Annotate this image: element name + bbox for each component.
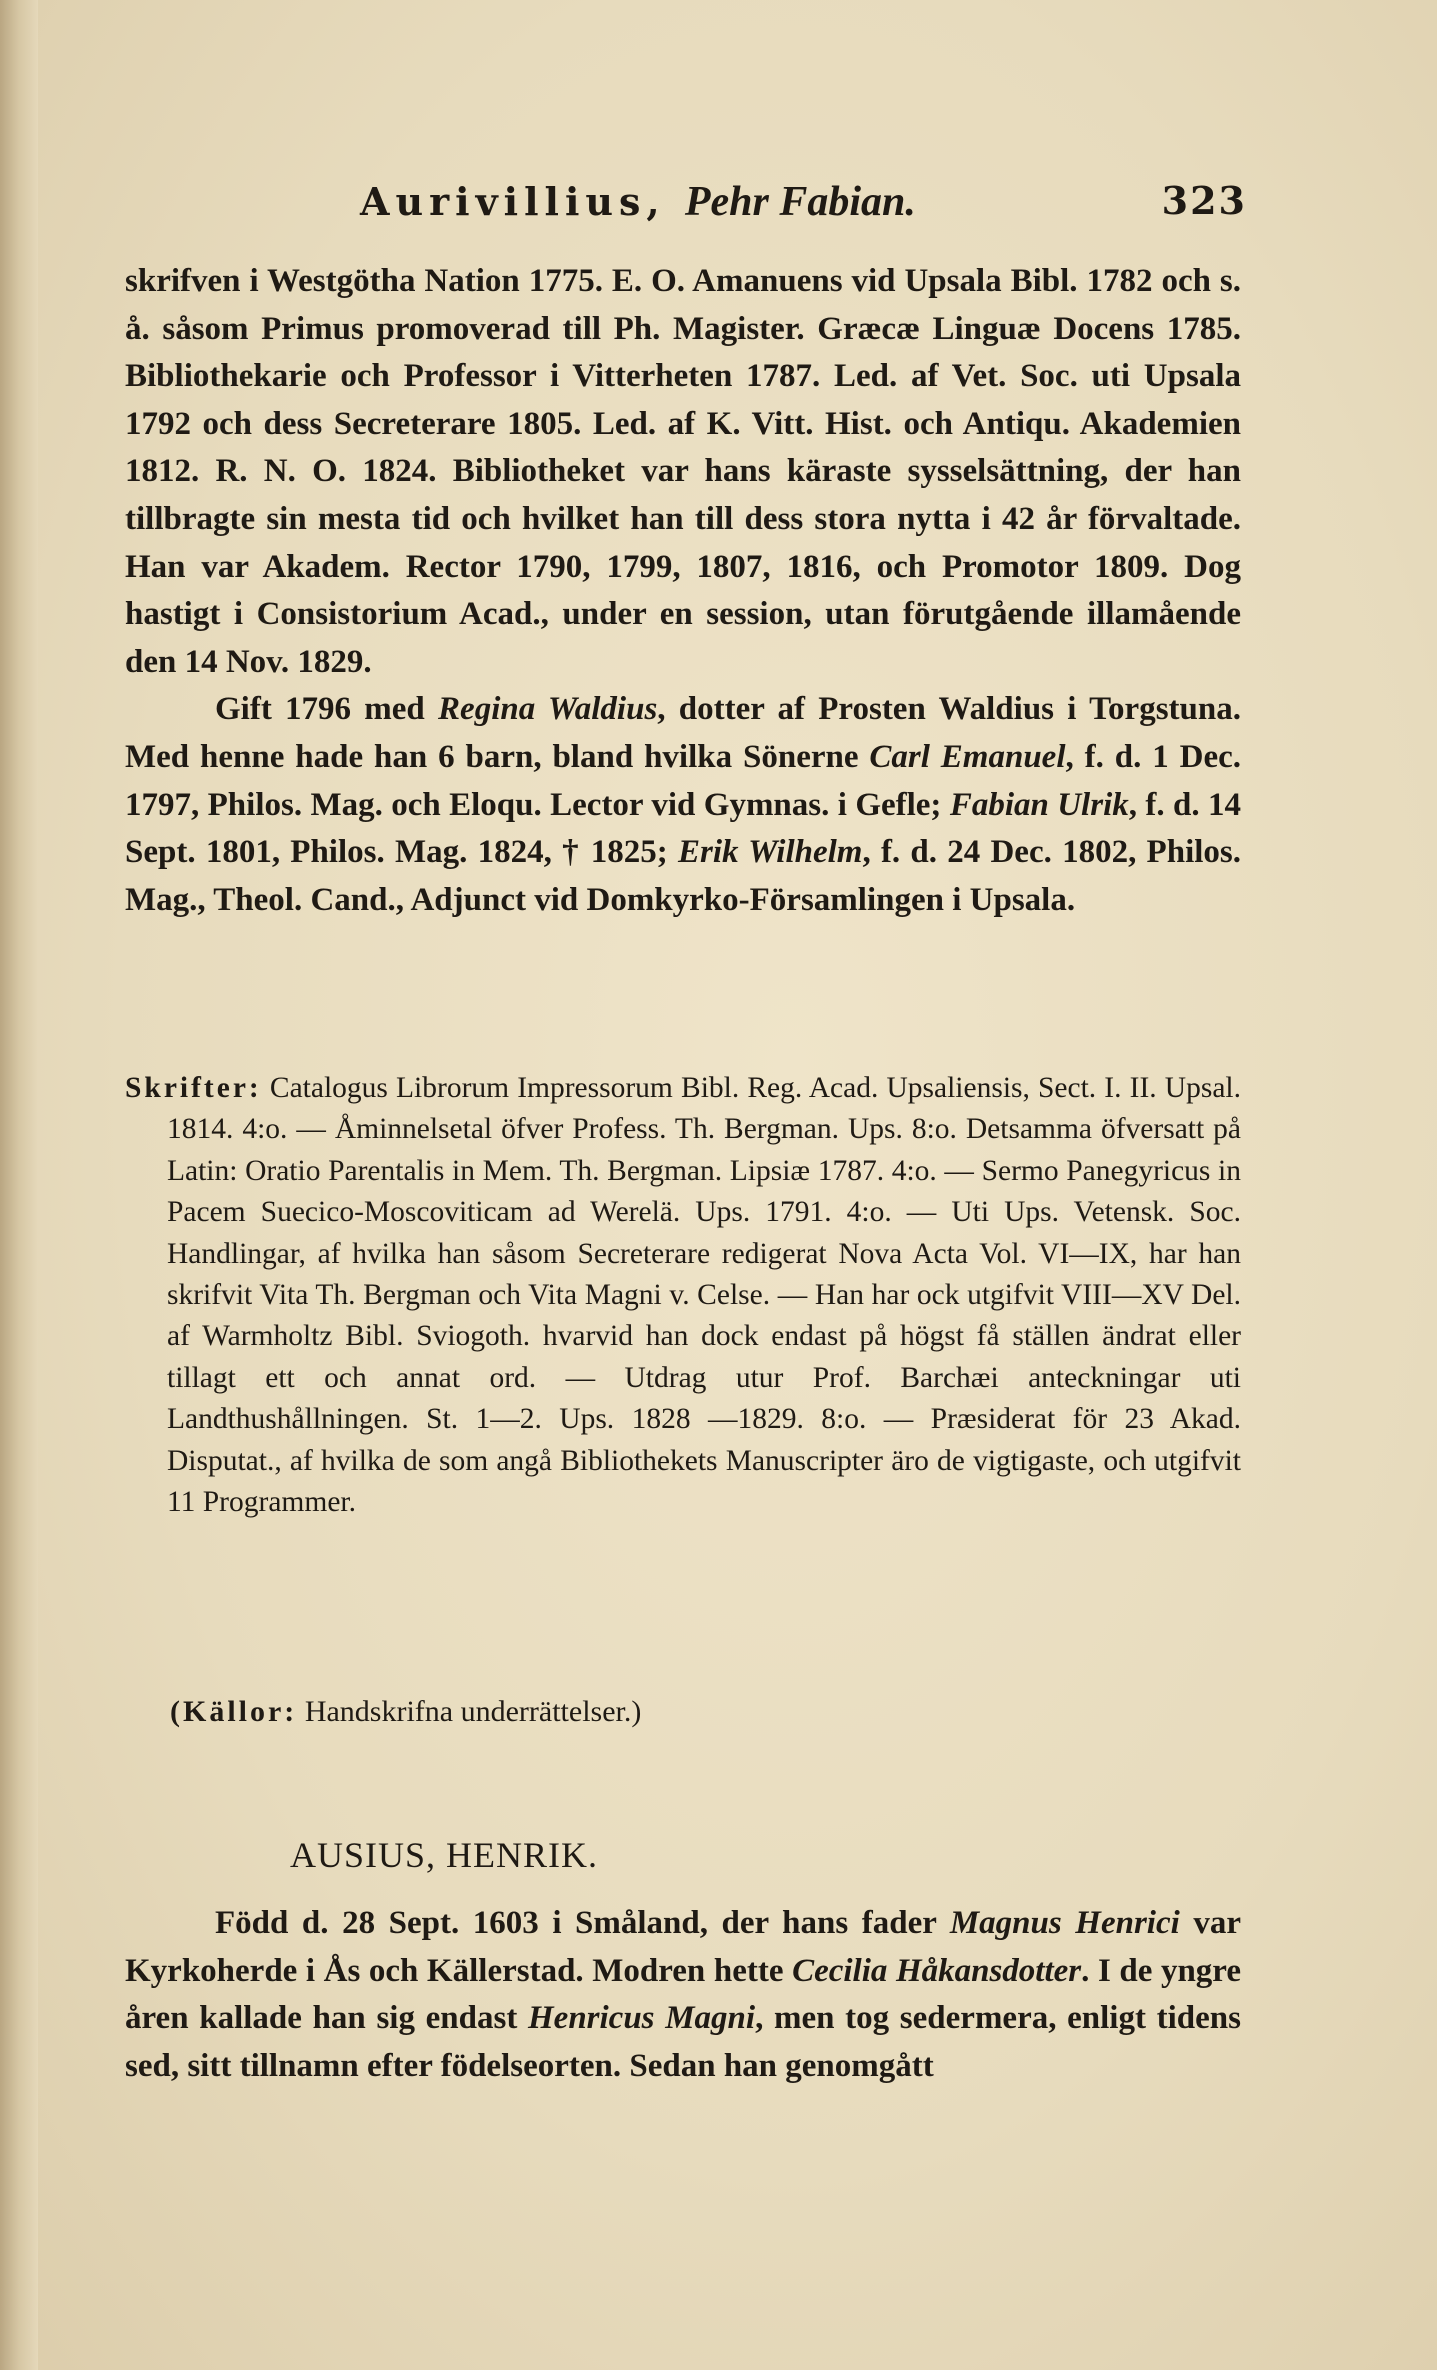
name-father: Magnus Henrici	[949, 1905, 1180, 1941]
entry-heading-ausius: AUSIUS, HENRIK.	[290, 1835, 599, 1875]
sources-text: Handskrifna underrättelser.)	[304, 1695, 642, 1728]
name-wife: Regina Waldius	[438, 691, 658, 728]
text-run: , men tog sedermera, enligt tidens sed, sitt tillnamn efter födelseorten. Sedan han genomgått	[125, 2000, 1241, 2084]
name-mother: Cecilia Håkansdotter	[792, 1952, 1082, 1989]
writings-paragraph	[125, 1068, 1241, 1523]
text-run: Gift 1796 med	[215, 691, 439, 728]
name-son: Erik Wilhelm	[678, 834, 863, 871]
entry-ausius	[125, 1900, 1241, 2090]
entry-paragraph-1: skrifven i Westgötha Nation 1775. E. O. Amanuens vid Upsala Bibl. 1782 och s. å. såsom Primus promoverad till Ph. Magister. Græcæ Linguæ Docens 1785. Bibliothekarie och Professor i Vitterheten 1787. Led. af Vet. Soc. uti Upsala 1792 och dess Secreterare 1805. Led. af K. Vitt. Hist. och Antiqu. Akademien 1812. R. N. O. 1824. Bibliotheket var hans käraste sysselsättning, der han tillbragte sin mesta tid och hvilket han till dess stora nytta i 42 år förvaltade. Han var Akadem. Rector 1790, 1799, 1807, 1816, och Promotor 1809. Dog hastigt i Consistorium Acad., under en session, utan förutgående illamående den 14 Nov. 1829.	[125, 263, 1241, 680]
name-son: Fabian Ulrik	[949, 786, 1129, 823]
running-head-title	[360, 178, 916, 226]
text-run: , f. d. 24 Dec. 1802, Philos. Mag., Theol. Cand., Adjunct vid Domkyrko-Församlingen i Upsala.	[125, 834, 1242, 918]
name-son: Carl Emanuel	[869, 738, 1066, 775]
sources-label: (Källor:	[170, 1695, 298, 1728]
entry-aurivillius	[125, 258, 1241, 924]
name-latin: Henricus Magni	[528, 2000, 756, 2037]
text-run: , dotter af Prosten Waldius i Torgstuna. Med henne hade han 6 barn, bland hvilka Sönerne	[125, 691, 1241, 775]
writings-label: Skrifter:	[125, 1072, 262, 1104]
text-run: var Kyrkoherde i Ås och Källerstad. Modren hette	[125, 1905, 1241, 1989]
running-head-forename: Pehr Fabian.	[684, 179, 916, 225]
writings-list	[125, 1068, 1241, 1523]
writings-text: Catalogus Librorum Impressorum Bibl. Reg. Acad. Upsaliensis, Sect. I. II. Upsal. 1814. 4:o. — Åminnelsetal öfver Profess. Th. Bergman. Ups. 8:o. Detsamma öfversatt på Latin: Oratio Parentalis in Mem. Th. Bergman. Lipsiæ 1787. 4:o. — Sermo Panegyricus in Pacem Suecico-Moscoviticam ad Werelä. Ups. 1791. 4:o. — Uti Ups. Vetensk. Soc. Handlingar, af hvilka han såsom Secreterare redigerat Nova Acta Vol. VI—IX, har han skrifvit Vita Th. Bergman och Vita Magni v. Celse. — Han har ock utgifvit VIII—XV Del. af Warmholtz Bibl. Sviogoth. hvarvid han dock endast på högst få ställen ändrat eller tillagt ett och annat ord. — Utdrag utur Prof. Barchæi anteckningar uti Landthushållningen. St. 1—2. Ups. 1828 —1829. 8:o. — Præsiderat för 23 Akad. Disputat., af hvilka de som angå Bibliothekets Manuscripter äro de vigtigaste, och utgifvit 11 Programmer.	[167, 1072, 1241, 1519]
entry-ausius-paragraph	[125, 1900, 1241, 2090]
page-number: 323	[1161, 178, 1247, 223]
text-run: , f. d. 1 Dec. 1797, Philos. Mag. och Eloqu. Lector vid Gymnas. i Gefle;	[125, 738, 1241, 823]
book-spine-shadow	[0, 0, 38, 2370]
running-head-surname: Aurivillius,	[360, 179, 666, 224]
running-head	[360, 178, 1247, 238]
text-run: . I de yngre åren kallade han sig endast	[125, 1952, 1241, 2037]
text-run: , f. d. 14 Sept. 1801, Philos. Mag. 1824, † 1825;	[125, 786, 1241, 871]
text-run: Född d. 28 Sept. 1603 i Småland, der hans fader	[215, 1905, 950, 1941]
entry-paragraph-2	[125, 686, 1241, 924]
sources-note	[170, 1695, 641, 1729]
